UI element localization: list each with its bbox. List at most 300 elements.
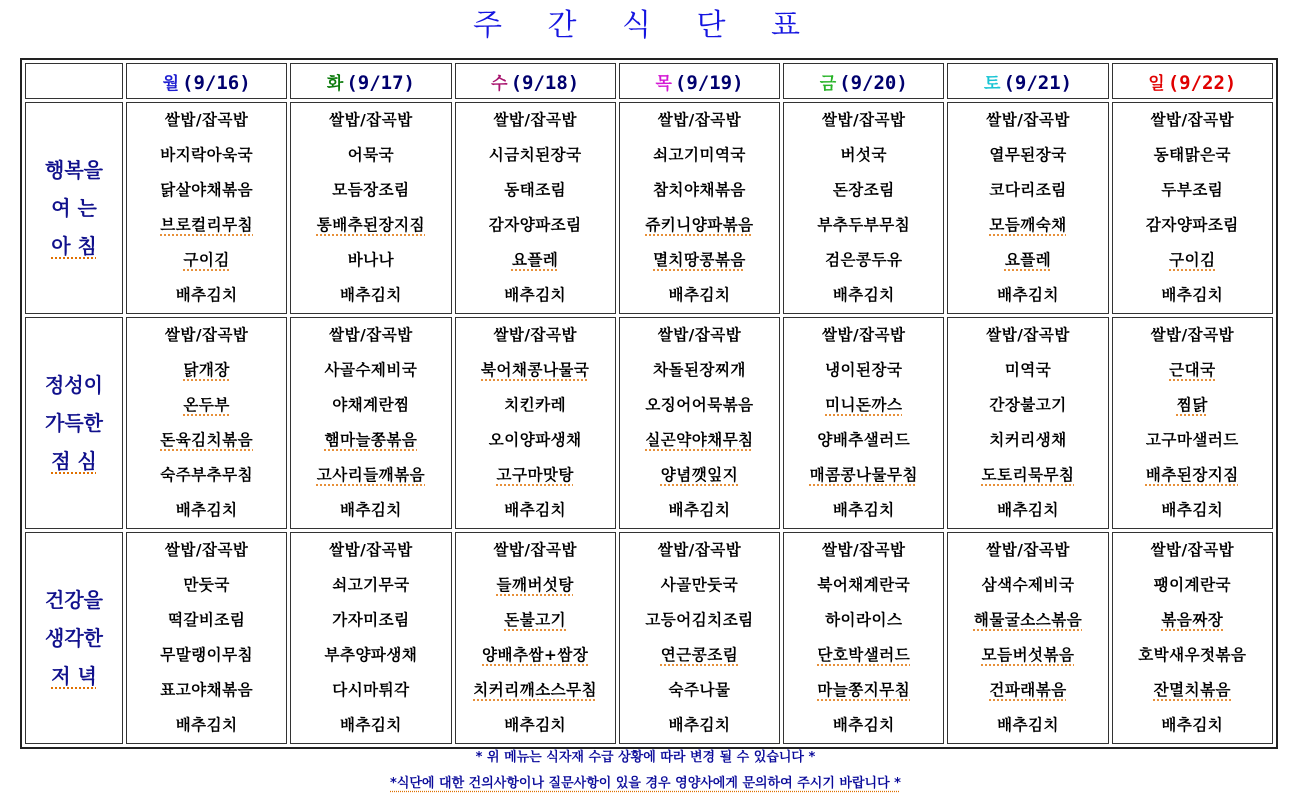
- menu-item: [291, 493, 450, 528]
- menu-item: [1113, 173, 1272, 208]
- menu-item: [291, 708, 450, 743]
- menu-item-text: 배추김치: [668, 501, 731, 519]
- menu-item-text: 오이양파생채: [488, 431, 582, 449]
- menu-item-text: 배추김치: [175, 501, 238, 519]
- menu-item: [948, 353, 1107, 388]
- menu-item: [456, 318, 615, 353]
- meal-label-line: 정성이: [45, 373, 103, 397]
- day-abbr: 수: [491, 73, 508, 94]
- day-date: (9/20): [839, 71, 908, 94]
- meal-label-line: 점 심: [51, 449, 97, 473]
- menu-item: [456, 278, 615, 313]
- menu-item-text: 쌀밥/잡곡밥: [657, 326, 742, 344]
- meal-label-line: 아 침: [51, 234, 97, 258]
- menu-item: [291, 208, 450, 243]
- menu-item: [948, 278, 1107, 313]
- menu-item: [620, 493, 779, 528]
- menu-item: [127, 533, 286, 568]
- day-date: (9/17): [346, 71, 415, 94]
- menu-item: [620, 708, 779, 743]
- menu-item: [1113, 278, 1272, 313]
- menu-item-text: 다시마튀각: [332, 681, 410, 699]
- menu-item: [1113, 458, 1272, 493]
- menu-item: [127, 603, 286, 638]
- menu-item-text: 사골만둣국: [660, 576, 739, 594]
- menu-item-text: 시금치된장국: [488, 146, 582, 164]
- menu-item: [291, 533, 450, 568]
- menu-item-text: 배추된장지짐: [1145, 466, 1239, 484]
- menu-item-text: 미역국: [1004, 361, 1052, 379]
- menu-item-text: 실곤약야채무침: [645, 431, 754, 449]
- menu-item-text: 숙주나물: [668, 681, 731, 699]
- menu-item: [620, 318, 779, 353]
- menu-item: [456, 243, 615, 278]
- menu-item: [620, 208, 779, 243]
- menu-item-text: 부추두부무침: [817, 216, 911, 234]
- menu-item-text: 돈장조림: [832, 181, 895, 199]
- menu-item-text: 들깨버섯탕: [496, 576, 574, 594]
- menu-cell: [619, 317, 780, 529]
- menu-item-text: 치커리깨소스무침: [473, 681, 598, 699]
- menu-item: [291, 423, 450, 458]
- menu-item-text: 동태조림: [504, 181, 567, 199]
- menu-item-text: 모듬장조림: [332, 181, 410, 199]
- menu-item-text: 버섯국: [840, 146, 887, 164]
- menu-item: [291, 278, 450, 313]
- menu-item: [1113, 533, 1272, 568]
- menu-item: [291, 568, 450, 603]
- menu-item-text: 참치야채볶음: [653, 181, 746, 199]
- menu-item-text: 고등어김치조림: [645, 611, 754, 629]
- menu-item: [127, 208, 286, 243]
- menu-item-text: 브로컬리무침: [160, 216, 254, 234]
- menu-item: [784, 318, 943, 353]
- menu-item: [784, 353, 943, 388]
- menu-item: [620, 103, 779, 138]
- menu-item: [948, 533, 1107, 568]
- menu-item-text: 열무된장국: [989, 146, 1067, 164]
- menu-item-text: 쌀밥/잡곡밥: [329, 541, 413, 559]
- menu-item: [1113, 603, 1272, 638]
- menu-item-text: 쥬키니양파볶음: [645, 216, 754, 234]
- menu-item: [291, 138, 450, 173]
- menu-item-text: 찜닭: [1176, 396, 1208, 414]
- menu-item: [784, 673, 943, 708]
- menu-item-text: 배추김치: [339, 716, 402, 734]
- menu-item-text: 쌀밥/잡곡밥: [493, 541, 577, 559]
- menu-item: [620, 458, 779, 493]
- menu-item-text: 가자미조림: [332, 611, 410, 629]
- menu-item: [784, 138, 943, 173]
- menu-item: [127, 708, 286, 743]
- menu-item: [291, 638, 450, 673]
- menu-item-text: 쌀밥/잡곡밥: [986, 111, 1070, 129]
- menu-item-text: 쇠고기무국: [332, 576, 410, 594]
- menu-cell: [126, 317, 287, 529]
- menu-item-text: 배추김치: [1161, 286, 1224, 304]
- menu-item: [948, 138, 1107, 173]
- menu-item: [620, 568, 779, 603]
- menu-item-text: 쌀밥/잡곡밥: [822, 541, 906, 559]
- menu-item-text: 배추김치: [668, 286, 731, 304]
- menu-item-text: 쌀밥/잡곡밥: [657, 541, 742, 559]
- menu-item-text: 구이김: [1169, 251, 1216, 269]
- menu-cell: [1112, 317, 1273, 529]
- menu-item: [948, 318, 1107, 353]
- menu-item-text: 쌀밥/잡곡밥: [986, 541, 1070, 559]
- menu-item: [456, 423, 615, 458]
- menu-item: [456, 388, 615, 423]
- menu-item-text: 배추김치: [504, 286, 567, 304]
- menu-item: [948, 208, 1107, 243]
- menu-item-text: 양배추샐러드: [817, 431, 911, 449]
- day-header-thu: [619, 63, 780, 99]
- menu-item: [948, 708, 1107, 743]
- menu-item: [1113, 708, 1272, 743]
- corner-cell: [25, 63, 123, 99]
- menu-item-text: 해물굴소스볶음: [973, 611, 1083, 629]
- menu-item: [127, 423, 286, 458]
- menu-cell: [947, 102, 1108, 314]
- menu-item-text: 모듬깨숙채: [989, 216, 1067, 234]
- day-abbr: 화: [326, 73, 344, 94]
- menu-item-text: 단호박샐러드: [817, 646, 911, 664]
- day-abbr: 토: [984, 73, 1001, 94]
- menu-item-text: 바지락아욱국: [160, 146, 254, 164]
- menu-item: [784, 243, 943, 278]
- menu-item-text: 감자양파조림: [1145, 216, 1239, 234]
- menu-item-text: 멸치땅콩볶음: [653, 251, 746, 269]
- menu-item: [127, 353, 286, 388]
- notice-contact: [0, 772, 1291, 791]
- day-header-sun: [1112, 63, 1273, 99]
- menu-item-text: 요플레: [511, 251, 559, 269]
- menu-item: [948, 103, 1107, 138]
- menu-item-text: 북어채콩나물국: [481, 361, 590, 379]
- menu-item-text: 잔멸치볶음: [1153, 681, 1232, 699]
- menu-item-text: 배추김치: [832, 716, 895, 734]
- menu-item: [127, 278, 286, 313]
- menu-item: [1113, 243, 1272, 278]
- menu-item: [456, 208, 615, 243]
- menu-cell: [947, 317, 1108, 529]
- day-date: (9/19): [674, 71, 744, 94]
- meal-label-line: 생각한: [45, 626, 103, 650]
- menu-item: [291, 673, 450, 708]
- menu-item: [784, 208, 943, 243]
- day-header-tue: [290, 63, 451, 99]
- menu-item: [620, 423, 779, 458]
- menu-item-text: 검은콩두유: [825, 251, 903, 269]
- menu-cell: [1112, 102, 1273, 314]
- menu-item-text: 무말랭이무침: [160, 646, 254, 664]
- meal-label-line: 행복을: [45, 158, 103, 182]
- menu-item-text: 고구마샐러드: [1145, 431, 1239, 449]
- menu-item: [948, 388, 1107, 423]
- menu-item-text: 쌀밥/잡곡밥: [164, 541, 249, 559]
- menu-item-text: 고구마맛탕: [496, 466, 574, 484]
- menu-item: [291, 458, 450, 493]
- menu-cell: [290, 532, 451, 744]
- menu-item: [127, 638, 286, 673]
- menu-item: [127, 138, 286, 173]
- menu-item: [1113, 638, 1272, 673]
- menu-item: [456, 138, 615, 173]
- menu-item: [948, 458, 1107, 493]
- day-abbr: 월: [162, 73, 180, 94]
- menu-item: [291, 103, 450, 138]
- menu-item: [784, 103, 943, 138]
- menu-item-text: 배추김치: [997, 716, 1059, 734]
- menu-item-text: 닭개장: [183, 361, 230, 379]
- menu-item-text: 닭살야채볶음: [160, 181, 254, 199]
- menu-item: [1113, 388, 1272, 423]
- menu-item-text: 만둣국: [183, 576, 230, 594]
- menu-item-text: 쌀밥/잡곡밥: [1150, 326, 1235, 344]
- menu-item: [127, 173, 286, 208]
- lunch-row: [25, 317, 1273, 529]
- menu-item-text: 돈육김치볶음: [160, 431, 254, 449]
- menu-item: [620, 533, 779, 568]
- menu-item-text: 쌀밥/잡곡밥: [329, 326, 413, 344]
- menu-item-text: 쌀밥/잡곡밥: [1150, 541, 1235, 559]
- menu-cell: [619, 532, 780, 744]
- menu-item: [456, 353, 615, 388]
- menu-item: [948, 493, 1107, 528]
- menu-item: [948, 638, 1107, 673]
- breakfast-label: [25, 102, 123, 314]
- menu-cell: [290, 102, 451, 314]
- day-header-fri: [783, 63, 944, 99]
- menu-item: [784, 388, 943, 423]
- menu-item: [127, 493, 286, 528]
- menu-item: [948, 173, 1107, 208]
- menu-item-text: 햄마늘쫑볶음: [324, 431, 418, 449]
- menu-item: [948, 423, 1107, 458]
- meal-label-line: 저 녁: [51, 664, 97, 688]
- menu-item: [127, 568, 286, 603]
- menu-item-text: 마늘쫑지무침: [817, 681, 911, 699]
- menu-item: [1113, 103, 1272, 138]
- menu-cell: [1112, 532, 1273, 744]
- breakfast-row: [25, 102, 1273, 314]
- menu-item: [784, 278, 943, 313]
- menu-cell: [290, 317, 451, 529]
- menu-item: [456, 568, 615, 603]
- menu-item-text: 배추김치: [504, 716, 567, 734]
- menu-item-text: 삼색수제비국: [981, 576, 1075, 594]
- menu-item: [456, 638, 615, 673]
- menu-item-text: 북어채계란국: [817, 576, 911, 594]
- menu-item: [456, 708, 615, 743]
- menu-item-text: 배추김치: [504, 501, 567, 519]
- day-date: (9/22): [1167, 71, 1237, 94]
- menu-item: [456, 103, 615, 138]
- menu-item: [456, 458, 615, 493]
- menu-item: [456, 673, 615, 708]
- menu-item-text: 쌀밥/잡곡밥: [822, 111, 906, 129]
- menu-item: [1113, 208, 1272, 243]
- day-header-mon: [126, 63, 287, 99]
- menu-item-text: 배추김치: [1161, 501, 1224, 519]
- menu-item-text: 하이라이스: [825, 611, 903, 629]
- meal-label-line: 여 는: [51, 196, 97, 220]
- day-date: (9/21): [1003, 71, 1073, 94]
- menu-cell: [455, 317, 616, 529]
- menu-item-text: 배추김치: [339, 501, 402, 519]
- day-header-sat: [947, 63, 1108, 99]
- menu-item-text: 배추김치: [175, 716, 238, 734]
- day-date: (9/16): [182, 71, 251, 94]
- menu-cell: [783, 532, 944, 744]
- menu-item: [784, 533, 943, 568]
- menu-item: [620, 388, 779, 423]
- menu-item: [784, 708, 943, 743]
- menu-item: [1113, 353, 1272, 388]
- menu-item-text: 배추김치: [1161, 716, 1224, 734]
- notice-contact-text: *식단에 대한 건의사항이나 질문사항이 있을 경우 영양사에게 문의하여 주시기 바랍니다 *: [390, 776, 901, 791]
- menu-item: [784, 568, 943, 603]
- menu-item: [127, 103, 286, 138]
- menu-cell: [126, 102, 287, 314]
- menu-item-text: 미니돈까스: [825, 396, 903, 414]
- menu-item: [1113, 318, 1272, 353]
- menu-item-text: 배추김치: [997, 286, 1059, 304]
- menu-item-text: 돈불고기: [504, 611, 567, 629]
- menu-item: [948, 603, 1107, 638]
- menu-item: [127, 318, 286, 353]
- menu-item: [784, 493, 943, 528]
- day-abbr: 일: [1148, 73, 1165, 94]
- menu-item-text: 감자양파조림: [488, 216, 582, 234]
- menu-item: [620, 138, 779, 173]
- day-header-row: [25, 63, 1273, 99]
- menu-item-text: 모듬버섯볶음: [981, 646, 1075, 664]
- menu-item-text: 쌀밥/잡곡밥: [657, 111, 742, 129]
- menu-item-text: 어묵국: [347, 146, 395, 164]
- menu-item-text: 치커리생채: [989, 431, 1067, 449]
- menu-item: [948, 568, 1107, 603]
- menu-item-text: 배추김치: [997, 501, 1059, 519]
- menu-item: [948, 243, 1107, 278]
- menu-item-text: 배추김치: [668, 716, 731, 734]
- menu-item-text: 동태맑은국: [1153, 146, 1232, 164]
- menu-item: [620, 278, 779, 313]
- menu-item-text: 배추김치: [175, 286, 238, 304]
- menu-cell: [783, 317, 944, 529]
- menu-item-text: 구이김: [183, 251, 230, 269]
- menu-item-text: 차돌된장찌개: [653, 361, 746, 379]
- menu-item: [456, 173, 615, 208]
- menu-item-text: 매콤콩나물무침: [809, 466, 918, 484]
- menu-item-text: 팽이계란국: [1153, 576, 1232, 594]
- menu-cell: [783, 102, 944, 314]
- menu-item-text: 간장불고기: [989, 396, 1067, 414]
- menu-item: [620, 243, 779, 278]
- menu-item-text: 요플레: [1004, 251, 1052, 269]
- menu-item-text: 쌀밥/잡곡밥: [986, 326, 1070, 344]
- menu-item-text: 통배추된장지짐: [316, 216, 426, 234]
- menu-item-text: 배추김치: [339, 286, 402, 304]
- menu-item-text: 표고야채볶음: [160, 681, 254, 699]
- menu-item-text: 쌀밥/잡곡밥: [164, 111, 249, 129]
- menu-item: [291, 318, 450, 353]
- menu-item-text: 양배추쌈+쌈장: [482, 646, 589, 664]
- menu-item-text: 숙주부추무침: [160, 466, 254, 484]
- dinner-label: [25, 532, 123, 744]
- menu-item: [1113, 138, 1272, 173]
- menu-item: [127, 673, 286, 708]
- menu-item: [291, 173, 450, 208]
- menu-item: [620, 638, 779, 673]
- menu-cell: [455, 532, 616, 744]
- menu-item-text: 쌀밥/잡곡밥: [493, 111, 577, 129]
- menu-item: [291, 603, 450, 638]
- menu-item-text: 배추김치: [832, 286, 895, 304]
- menu-item-text: 볶음짜장: [1161, 611, 1224, 629]
- menu-item: [784, 638, 943, 673]
- menu-item: [456, 603, 615, 638]
- menu-item-text: 도토리묵무침: [981, 466, 1075, 484]
- day-abbr: 목: [655, 73, 672, 94]
- menu-item: [127, 458, 286, 493]
- menu-item-text: 근대국: [1169, 361, 1216, 379]
- menu-item: [1113, 423, 1272, 458]
- menu-item: [620, 353, 779, 388]
- menu-item: [620, 673, 779, 708]
- notice-change: * 위 메뉴는 식자재 수급 상황에 따라 변경 될 수 있습니다 *: [475, 750, 816, 765]
- menu-item-text: 사골수제비국: [324, 361, 418, 379]
- menu-item-text: 배추김치: [832, 501, 895, 519]
- day-header-wed: [455, 63, 616, 99]
- menu-item-text: 양념깻잎지: [660, 466, 739, 484]
- lunch-label: [25, 317, 123, 529]
- menu-item: [784, 173, 943, 208]
- menu-item: [784, 603, 943, 638]
- menu-item-text: 냉이된장국: [825, 361, 903, 379]
- menu-item: [127, 243, 286, 278]
- menu-item: [620, 603, 779, 638]
- menu-cell: [455, 102, 616, 314]
- page-title: 주 간 식 단 표: [472, 8, 819, 43]
- menu-item: [784, 458, 943, 493]
- menu-item-text: 호박새우젓볶음: [1138, 646, 1247, 664]
- meal-label-line: 가득한: [45, 411, 103, 435]
- menu-item-text: 쇠고기미역국: [653, 146, 746, 164]
- menu-item-text: 쌀밥/잡곡밥: [493, 326, 577, 344]
- day-date: (9/18): [510, 71, 580, 94]
- menu-item-text: 야채계란찜: [332, 396, 410, 414]
- menu-item: [1113, 568, 1272, 603]
- menu-item-text: 쌀밥/잡곡밥: [1150, 111, 1235, 129]
- weekly-menu-table: [20, 58, 1278, 749]
- menu-item-text: 쌀밥/잡곡밥: [822, 326, 906, 344]
- menu-item-text: 바나나: [347, 251, 395, 269]
- menu-item-text: 코다리조림: [989, 181, 1067, 199]
- menu-item-text: 오징어어묵볶음: [645, 396, 754, 414]
- menu-item-text: 연근콩조림: [660, 646, 739, 664]
- menu-item: [291, 388, 450, 423]
- menu-item: [291, 243, 450, 278]
- menu-item: [291, 353, 450, 388]
- menu-item: [456, 533, 615, 568]
- menu-item-text: 떡갈비조림: [167, 611, 246, 629]
- menu-item: [948, 673, 1107, 708]
- menu-item-text: 온두부: [183, 396, 230, 414]
- day-abbr: 금: [819, 73, 837, 94]
- menu-item-text: 건파래볶음: [989, 681, 1067, 699]
- menu-cell: [619, 102, 780, 314]
